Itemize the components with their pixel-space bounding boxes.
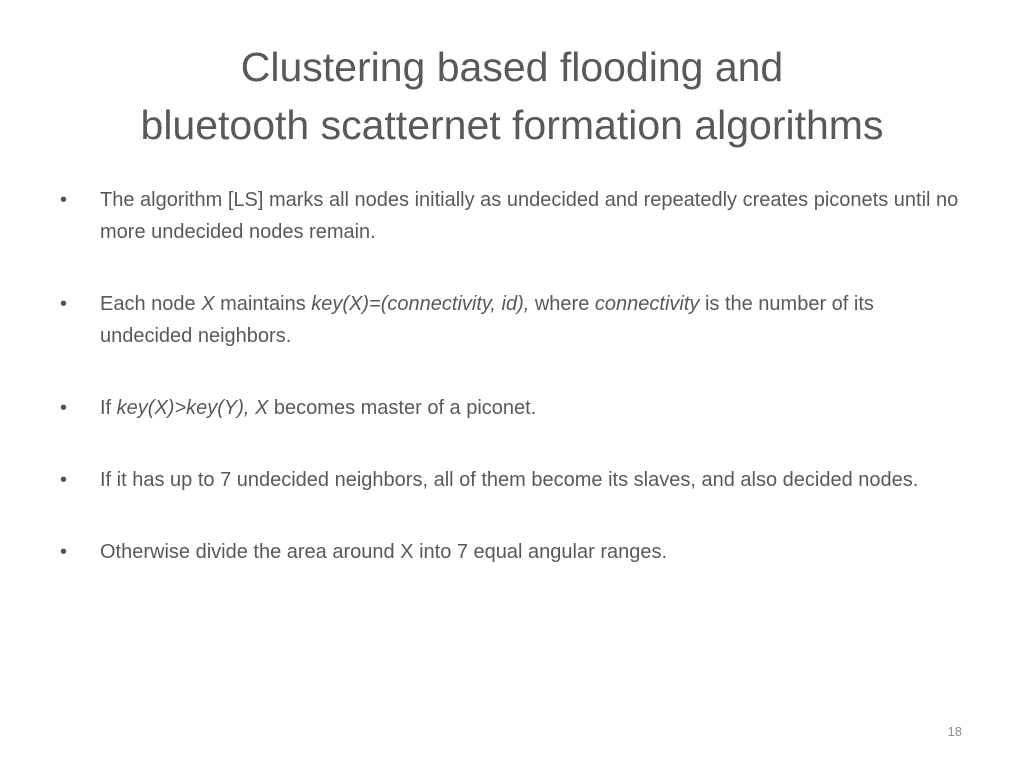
bullet-text-5: Otherwise divide the area around X into 7 equal angular ranges.	[100, 541, 668, 563]
bullet-text-2a: Each node	[100, 293, 202, 315]
bullet-item-3	[60, 392, 960, 424]
bullet-text-2e: where	[529, 293, 595, 315]
bullet-text-2g: is the number of its undecided neighbors.	[100, 293, 874, 347]
title-line-1: Clustering based flooding and	[240, 44, 784, 90]
bullet-item-1	[60, 184, 960, 248]
bullet-item-2	[60, 288, 960, 352]
bullet-text-2d: key(X)=(connectivity, id),	[311, 293, 530, 315]
bullet-icon: •	[60, 189, 68, 211]
bullet-text-3c: becomes master of a piconet.	[268, 397, 537, 419]
title-line-2: bluetooth scatternet formation algorithms	[140, 102, 884, 148]
bullet-text-2f: connectivity	[594, 293, 700, 315]
bullet-icon: •	[60, 293, 68, 315]
page-number: 18	[947, 724, 962, 739]
bullet-item-4	[60, 464, 960, 496]
bullet-icon: •	[60, 541, 68, 563]
bullet-text-4: If it has up to 7 undecided neighbors, all of them become its slaves, and also decided nodes.	[100, 469, 919, 491]
bullet-text-3a: If	[100, 397, 117, 419]
bullet-list	[60, 184, 960, 608]
bullet-text-3b: key(X)>key(Y), X	[116, 397, 269, 419]
bullet-icon: •	[60, 397, 68, 419]
bullet-text-2b: X	[201, 293, 215, 315]
bullet-text-2c: maintains	[214, 293, 312, 315]
bullet-text-1: The algorithm [LS] marks all nodes initially as undecided and repeatedly creates piconets until no more undecided nodes remain.	[100, 189, 959, 243]
slide-title	[40, 38, 984, 154]
bullet-icon: •	[60, 469, 68, 491]
bullet-item-5	[60, 536, 960, 568]
